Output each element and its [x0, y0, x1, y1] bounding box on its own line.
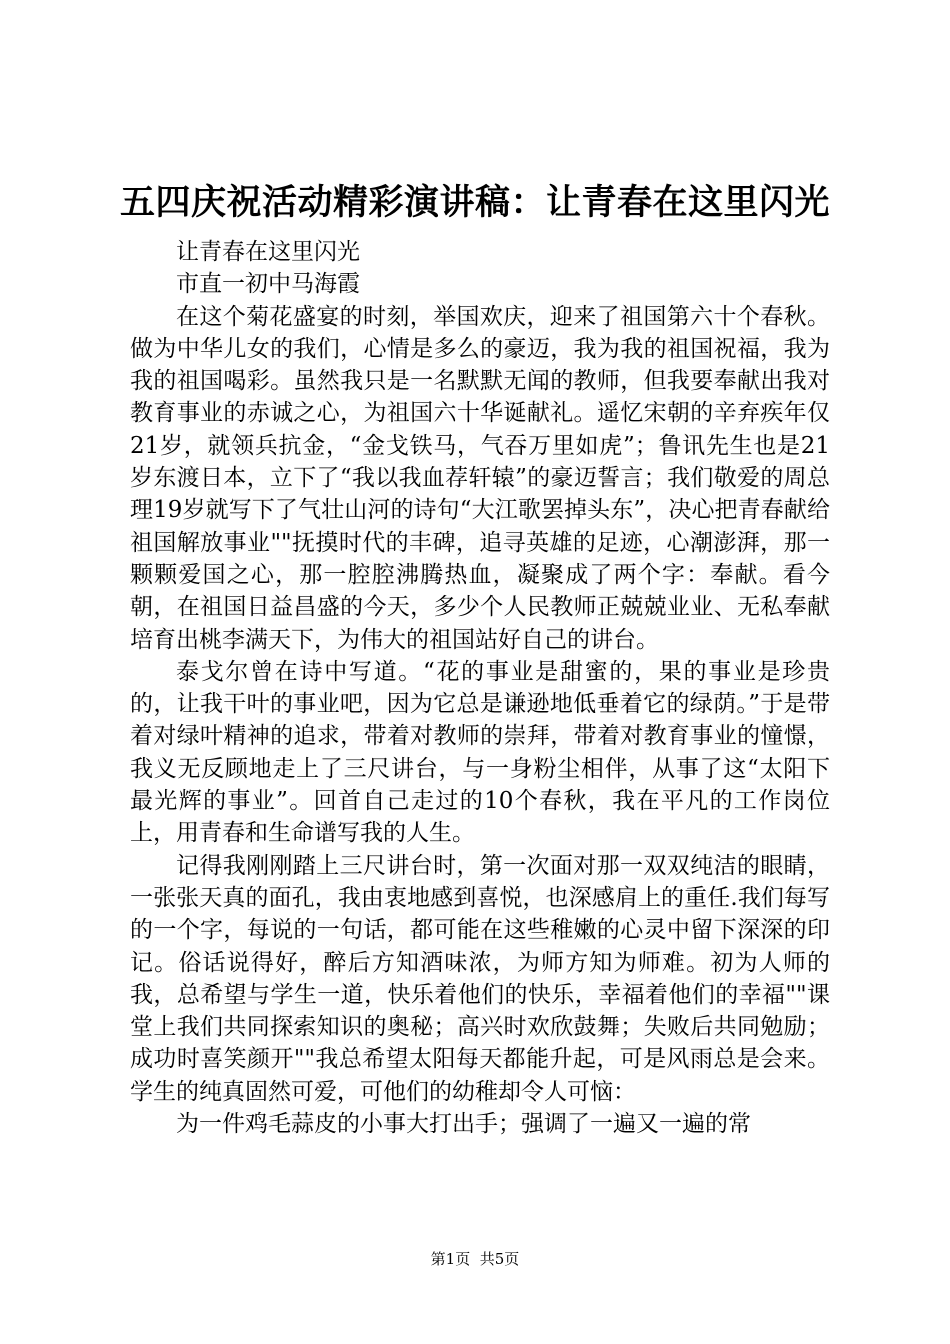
page-footer	[0, 1249, 950, 1269]
speech-heading: 让青春在这里闪光	[176, 239, 360, 265]
document-title: 五四庆祝活动精彩演讲稿：让青春在这里闪光	[119, 183, 830, 223]
page-total: 共5页	[479, 1250, 520, 1268]
paragraph: 记得我刚刚踏上三尺讲台时，第一次面对那一双双纯洁的眼睛，一张张天真的面孔，我由衷地感到喜悦，也深感肩上的重任.我们每写的一个字，每说的一句话，都可能在这些稚嫩的心灵中留下深深的印记。俗话说得好，醉后方知酒味浓，为师方知为师难。初为人师的我，总希望与学生一道，快乐着他们的快乐，幸福着他们的幸福""课堂上我们共同探索知识的奥秘；高兴时欢欣鼓舞；失败后共同勉励；成功时喜笑颜开""我总希望太阳每天都能升起，可是风雨总是会来。学生的纯真固然可爱，可他们的幼稚却令人可恼：	[130, 852, 830, 1105]
paragraph: 在这个菊花盛宴的时刻，举国欢庆，迎来了祖国第六十个春秋。做为中华儿女的我们，心情是多么的豪迈，我为我的祖国祝福，我为我的祖国喝彩。虽然我只是一名默默无闻的教师，但我要奉献出我对教育事业的赤诚之心，为祖国六十华诞献礼。遥忆宋朝的辛弃疾年仅21岁，就领兵抗金，“金戈铁马，气吞万里如虎”；鲁讯先生也是21岁东渡日本，立下了“我以我血荐轩辕”的豪迈誓言；我们敬爱的周总理19岁就写下了气壮山河的诗句“大江歌罢掉头东”，决心把青春献给祖国解放事业""抚摸时代的丰碑，追寻英雄的足迹，心潮澎湃，那一颗颗爱国之心，那一腔腔沸腾热血，凝聚成了两个字：奉献。看今朝，在祖国日益昌盛的今天，多少个人民教师正兢兢业业、无私奉献培育出桃李满天下，为伟大的祖国站好自己的讲台。	[130, 303, 830, 653]
author-line: 市直一初中马海霞	[176, 271, 360, 298]
document-body	[130, 236, 830, 1140]
paragraph: 泰戈尔曾在诗中写道。“花的事业是甜蜜的，果的事业是珍贵的，让我干叶的事业吧，因为它总是谦逊地低垂着它的绿荫。”于是带着对绿叶精神的追求，带着对教师的崇拜，带着对教育事业的憧憬，我义无反顾地走上了三尺讲台，与一身粉尘相伴，从事了这“太阳下最光辉的事业”。回首自己走过的10个春秋，我在平凡的工作岗位上，用青春和生命谱写我的人生。	[130, 658, 830, 847]
page-number: 第1页	[430, 1250, 471, 1268]
paragraph: 为一件鸡毛蒜皮的小事大打出手；强调了一遍又一遍的常	[176, 1111, 751, 1138]
